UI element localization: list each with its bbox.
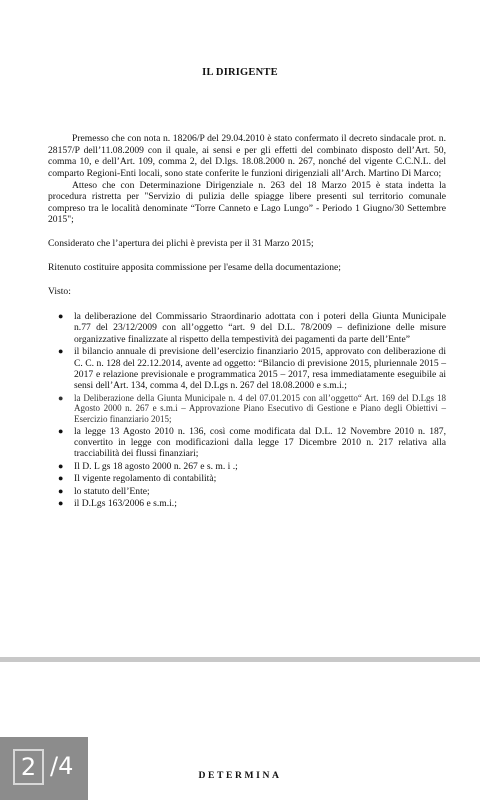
- list-item: ● lo statuto dell’Ente;: [58, 485, 150, 497]
- list-item: ● Il vigente regolamento di contabilità;: [58, 473, 217, 485]
- paragraph-premesso: Premesso che con nota n. 18206/P del 29.04.2010 è stato confermato il decreto sindacale prot. n. 28157/P dell’11.08.2009 con il quale, ai sensi e per gli effetti del combinato disposto dell’Art. 50, comma 10, e dell’Art. 109, comma 2, del D.lgs. 18.08.2000 n. 267, nonché del vigente C.C.N.L. del comparto Regioni-Enti locali, sono state conferite le funzioni dirigenziali all’Arch. Martino Di Marco;: [48, 133, 446, 179]
- visto-list: [56, 311, 446, 510]
- bullet-icon: ●: [58, 425, 64, 436]
- list-item: ● la deliberazione del Commissario Straordinario adottata con i poteri della Giunta Municipale n.77 del 23/12/2009 con all’oggetto “art. 9 del D.L. 78/2009 – definizione delle misure organizzative finalizzate al rispetto della tempestività dei pagamenti da parte dell’Ente”: [58, 311, 446, 345]
- next-page-heading: DETERMINA: [198, 770, 282, 781]
- total-pages: /4: [50, 752, 74, 780]
- bullet-icon: ●: [58, 498, 64, 509]
- list-item: ● il D.Lgs 163/2006 e s.m.i.;: [58, 498, 177, 510]
- paragraph-ritenuto: Ritenuto costituire apposita commissione per l'esame della documentazione;: [48, 262, 341, 273]
- paragraph-atteso: Atteso che con Determinazione Dirigenziale n. 263 del 18 Marzo 2015 è stata indetta la procedura ristretta per "Servizio di pulizia delle spiagge libere presenti sul territorio comunale compreso tra le località denominate “Torre Canneto e Lago Lungo” - Periodo 1 Giugno/30 Settembre 2015";: [48, 180, 446, 226]
- document-title: IL DIRIGENTE: [202, 67, 278, 78]
- bullet-icon: ●: [58, 485, 64, 496]
- bullet-icon: ●: [58, 473, 64, 484]
- paragraph-considerato: Considerato che l’apertura dei plichi è prevista per il 31 Marzo 2015;: [48, 238, 314, 249]
- current-page-number: 2: [13, 749, 44, 785]
- list-item: ● la Deliberazione della Giunta Municipale n. 4 del 07.01.2015 con all’oggetto“ Art. 169 del D.Lgs 18 Agosto 2000 n. 267 e s.m.i – Approvazione Piano Esecutivo di Gestione e Piano degli Obiettivi – Esercizio finanziario 2015;: [58, 392, 446, 425]
- bullet-icon: ●: [58, 392, 64, 403]
- list-item: ● il bilancio annuale di previsione dell’esercizio finanziario 2015, approvato con deliberazione di C. C. n. 128 del 22.12.2014, avente ad oggetto: “Bilancio di previsione 2015, pluriennale 2015 – 2017 e relazione previsionale e programmatica 2015 – 2017, resa immediatamente eseguibile ai sensi dell’Art. 134, comma 4, del D.Lgs n. 267 del 18.08.2000 e s.m.i.;: [58, 346, 446, 392]
- bullet-icon: ●: [58, 346, 64, 357]
- list-item: ● Il D. L gs 18 agosto 2000 n. 267 e s. m. i .;: [58, 460, 238, 472]
- page-indicator[interactable]: [0, 737, 88, 800]
- bullet-icon: ●: [58, 460, 64, 471]
- paragraph-visto: Visto:: [48, 286, 71, 297]
- bullet-icon: ●: [58, 311, 64, 321]
- list-item: ● la legge 13 Agosto 2010 n. 136, così come modificata dal D.L. 12 Novembre 2010 n. 187, convertito in legge con modificazioni dalla legge 17 Dicembre 2010 n. 217 relativa alla tracciabilità dei flussi finanziari;: [58, 425, 446, 460]
